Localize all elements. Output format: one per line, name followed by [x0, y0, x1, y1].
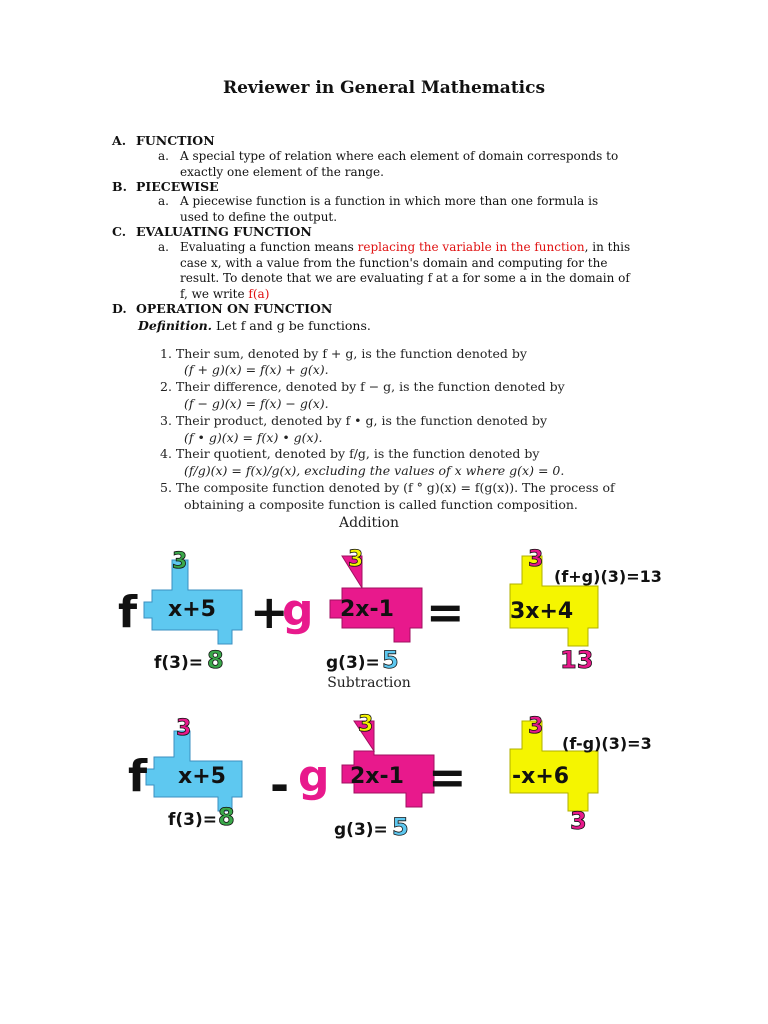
- op-2-line1: 2. Their difference, denoted by f − g, is the function denoted by: [160, 379, 565, 394]
- f-letter: f: [118, 587, 138, 638]
- section-c-item: a. Evaluating a function means replacing the variable in the function, in this case x, with a value from the function's domain and computing for the result. To denote that we are evaluating f at a for some a in the domain of f, we write f(a): [158, 240, 631, 301]
- page-title: Reviewer in General Mathematics: [222, 78, 546, 98]
- subtraction-header: Subtraction: [327, 675, 411, 691]
- op-3-line2: (f • g)(x) = f(x) • g(x).: [184, 430, 323, 445]
- g-letter-sub: g: [298, 751, 330, 802]
- g-input-sub: 3: [358, 712, 374, 737]
- op-1-line2: (f + g)(x) = f(x) + g(x).: [184, 362, 329, 377]
- section-d-heading: D. OPERATION ON FUNCTION: [112, 301, 333, 316]
- g-result-label-sub: g(3)=: [334, 820, 388, 840]
- f-result-label: f(3)=: [154, 653, 204, 673]
- op-4-line2: (f/g)(x) = f(x)/g(x), excluding the values of x where g(x) = 0.: [184, 463, 565, 478]
- op-2-line2: (f − g)(x) = f(x) − g(x).: [184, 396, 329, 411]
- r-input: 3: [528, 547, 544, 572]
- op-5-line1: 5. The composite function denoted by (f ° g)(x) = f(g(x)). The process of: [160, 480, 615, 495]
- section-b-heading: B. PIECEWISE: [112, 179, 219, 194]
- r-result-sub: 3: [570, 807, 587, 835]
- f-result-sub: 8: [218, 803, 235, 831]
- definition-line: Definition. Let f and g be functions.: [138, 318, 371, 333]
- r-label-sub: (f-g)(3)=3: [562, 734, 652, 753]
- op-5-line2: obtaining a composite function is called function composition.: [184, 497, 578, 512]
- f-input: 3: [172, 549, 188, 574]
- r-expr: 3x+4: [510, 599, 574, 624]
- r-label: (f+g)(3)=13: [554, 567, 662, 586]
- r-result: 13: [560, 646, 594, 674]
- f-letter-sub: f: [128, 751, 148, 802]
- f-result: 8: [207, 646, 224, 674]
- addition-header: Addition: [338, 515, 400, 531]
- g-result-sub: 5: [392, 813, 409, 840]
- section-a-item: a. A special type of relation where each element of domain corresponds to exactly one element of the range.: [158, 149, 619, 179]
- subtraction-diagram: [110, 705, 690, 840]
- f-result-label-sub: f(3)=: [168, 810, 218, 830]
- addition-diagram: [110, 540, 690, 675]
- g-input: 3: [348, 547, 364, 572]
- equals-sign: =: [426, 585, 465, 639]
- g-letter: g: [282, 585, 314, 636]
- op-1-line1: 1. Their sum, denoted by f + g, is the function denoted by: [160, 346, 527, 361]
- g-expr-sub: 2x-1: [350, 764, 404, 789]
- section-c-heading: C. EVALUATING FUNCTION: [112, 224, 312, 239]
- highlight-text: replacing the variable in the function: [357, 240, 585, 254]
- f-expr: x+5: [168, 597, 216, 622]
- f-input-sub: 3: [176, 716, 192, 741]
- g-result: 5: [382, 646, 399, 674]
- f-expr-sub: x+5: [178, 764, 226, 789]
- minus-sign: -: [270, 758, 290, 812]
- plus-sign: +: [250, 585, 289, 639]
- r-input-sub: 3: [528, 714, 544, 739]
- g-result-label: g(3)=: [326, 653, 380, 673]
- equals-sign-sub: =: [428, 750, 467, 804]
- g-expr: 2x-1: [340, 597, 394, 622]
- fa-highlight: f(a): [248, 286, 270, 301]
- section-b-item: a. A piecewise function is a function in which more than one formula is used to define the output.: [158, 194, 599, 224]
- r-expr-sub: -x+6: [512, 764, 570, 789]
- op-3-line1: 3. Their product, denoted by f • g, is the function denoted by: [160, 413, 548, 428]
- op-4-line1: 4. Their quotient, denoted by f/g, is the function denoted by: [160, 446, 540, 461]
- section-a-heading: A. FUNCTION: [112, 133, 215, 148]
